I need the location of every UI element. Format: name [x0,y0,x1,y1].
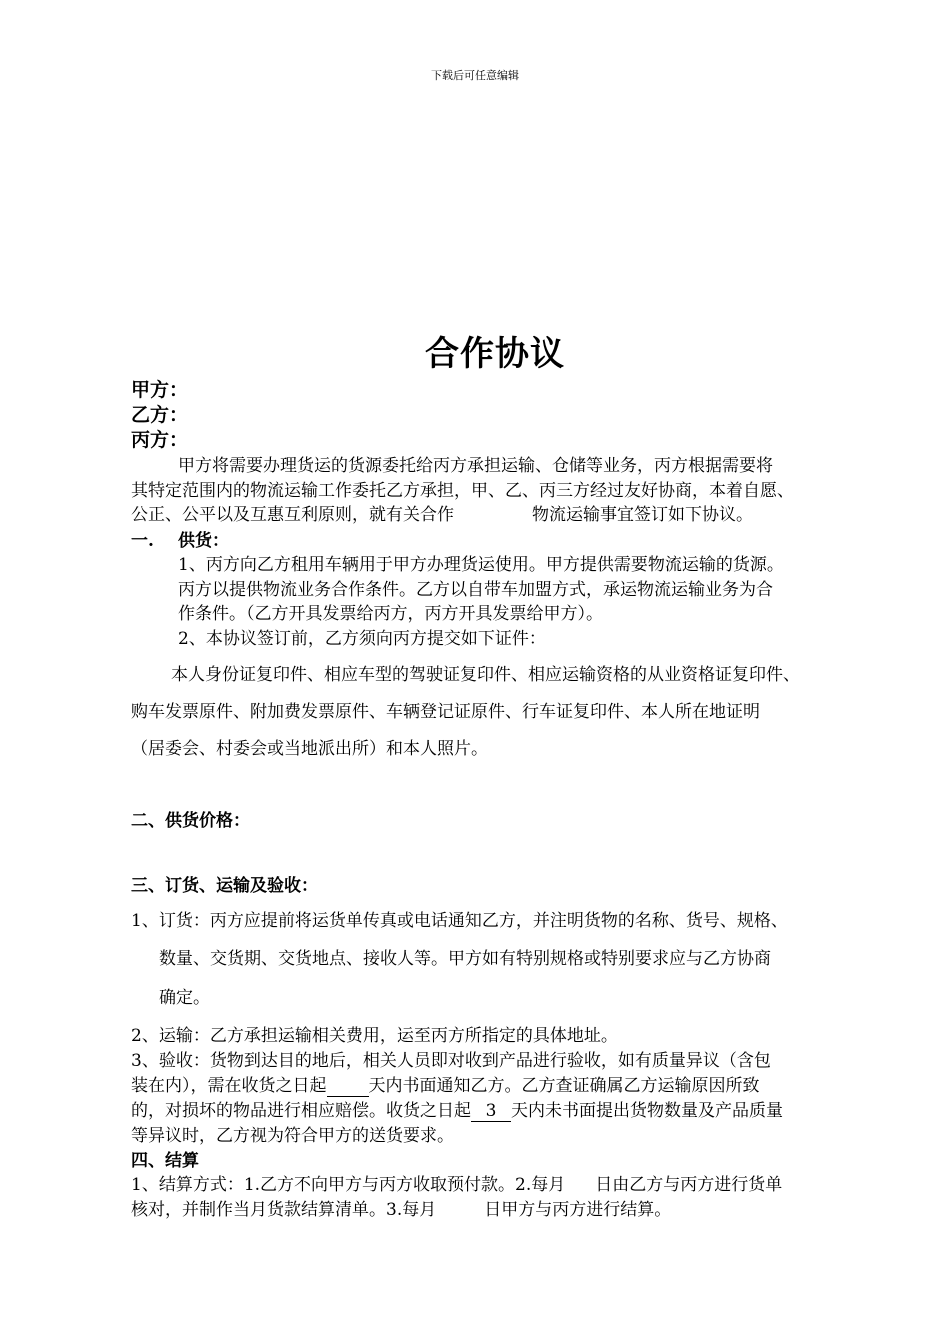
inspection-line-3 [131,1096,783,1122]
objection-days-value: 3 [471,1102,511,1122]
section-1-number: 一. [131,531,154,551]
intro-line-3 [131,500,753,525]
settlement-line-2-part-1: 核对，并制作当月货款结算清单。3.每月 [131,1200,437,1220]
inspection-line-2-part-1: 装在内），需在收货之日起 [131,1076,327,1096]
section-3-heading: 三、订货、运输及验收： [131,876,318,896]
transport-line: 2、运输：乙方承担运输相关费用，运至丙方所指定的具体地址。 [131,1026,618,1046]
documents-line-3: （居委会、村委会或当地派出所）和本人照片。 [131,739,488,759]
inspection-line-2 [131,1071,760,1097]
inspection-line-3-part-1: 的，对损坏的物品进行相应赔偿。收货之日起 [131,1101,471,1121]
section-1-item-1-line-3: 作条件。（乙方开具发票给丙方，丙方开具发票给甲方）。 [178,604,603,624]
section-2-heading: 二、供货价格： [131,811,250,831]
notice-days-blank [327,1077,369,1097]
inspection-line-2-part-2: 天内书面通知乙方。乙方查证确属乙方运输原因所致 [368,1076,760,1096]
settlement-line-1 [131,1170,782,1195]
intro-line-3-part-1: 公正、公平以及互惠互利原则，就有关合作 [131,505,454,525]
settlement-line-1-part-2: 日由乙方与丙方进行货单 [595,1175,783,1195]
section-1-heading: 供货： [178,531,229,551]
documents-line-1: 本人身份证复印件、相应车型的驾驶证复印件、相应运输资格的从业资格证复印件、 [171,665,800,685]
order-line-2: 数量、交货期、交货地点、接收人等。甲方如有特别规格或特别要求应与乙方协商 [159,949,771,969]
party-b-label: 乙方： [131,404,189,426]
section-1-item-1-line-2: 丙方以提供物流业务合作条件。乙方以自带车加盟方式，承运物流运输业务为合 [178,580,773,600]
intro-line-1: 甲方将需要办理货运的货源委托给丙方承担运输、仓储等业务，丙方根据需要将 [178,456,773,476]
inspection-line-4: 等异议时，乙方视为符合甲方的送货要求。 [131,1126,454,1146]
party-c-label: 丙方： [131,429,189,451]
settlement-line-2 [131,1195,671,1220]
order-line-3: 确定。 [159,988,210,1008]
inspection-line-3-part-2: 天内未书面提出货物数量及产品质量 [511,1101,783,1121]
order-line-1: 1、订货：丙方应提前将运货单传真或电话通知乙方，并注明货物的名称、货号、规格、 [131,911,788,931]
intro-line-3-part-2: 物流运输事宜签订如下协议。 [532,505,753,525]
documents-line-2: 购车发票原件、附加费发票原件、车辆登记证原件、行车证复印件、本人所在地证明 [131,702,760,722]
header-note: 下载后可任意编辑 [431,69,519,82]
settlement-line-2-part-2: 日甲方与丙方进行结算。 [484,1200,672,1220]
inspection-line-1: 3、验收：货物到达目的地后，相关人员即对收到产品进行验收，如有质量异议（含包 [131,1051,771,1071]
section-1-item-1-line-1: 1、丙方向乙方租用车辆用于甲方办理货运使用。甲方提供需要物流运输的货源。 [178,555,784,575]
document-title: 合作协议 [425,334,565,374]
party-a-label: 甲方： [131,379,189,401]
intro-line-2: 其特定范围内的物流运输工作委托乙方承担，甲、乙、丙三方经过友好协商，本着自愿、 [131,481,794,501]
section-1-item-2: 2、本协议签订前，乙方须向丙方提交如下证件： [178,629,546,649]
section-4-heading: 四、结算 [131,1151,199,1171]
settlement-line-1-part-1: 1、结算方式：1.乙方不向甲方与丙方收取预付款。2.每月 [131,1175,566,1195]
